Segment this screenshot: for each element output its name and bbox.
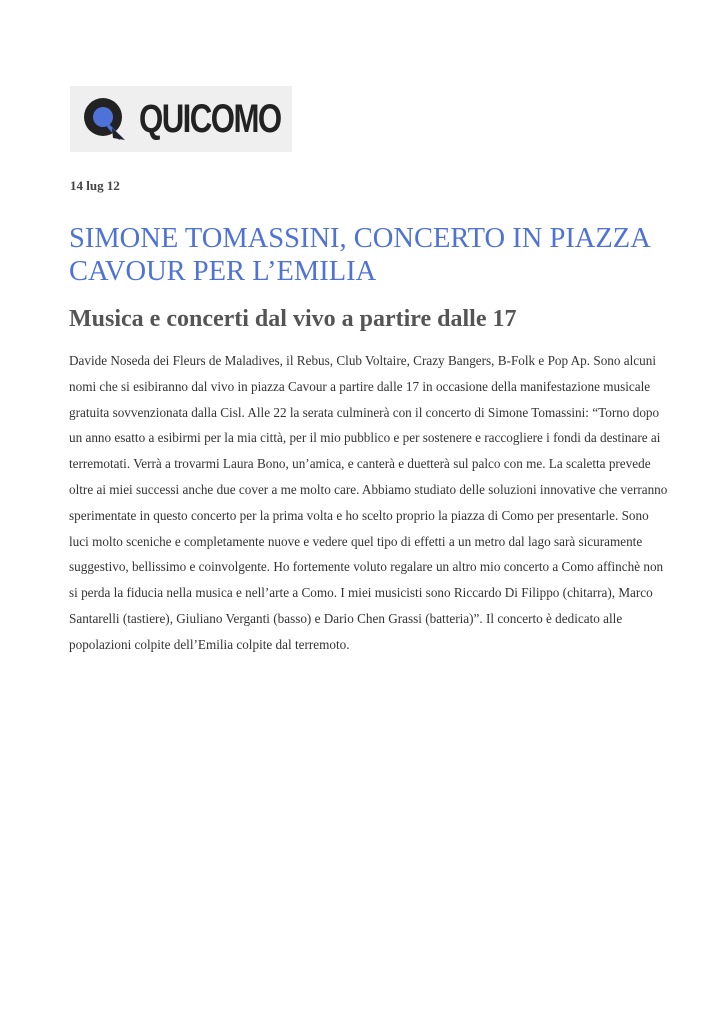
logo-wordmark: QUICOMO — [139, 97, 281, 141]
site-logo[interactable] — [70, 86, 292, 152]
article-date: 14 lug 12 — [70, 178, 120, 193]
chat-magnifier-icon — [79, 94, 129, 144]
article-subtitle: Musica e concerti dal vivo a partire dalle 17 — [69, 306, 517, 332]
article-body: Davide Noseda dei Fleurs de Maladives, il Rebus, Club Voltaire, Crazy Bangers, B-Folk e Pop Ap. Sono alcuni nomi che si esibiranno dal vivo in piazza Cavour a partire dalle 17 in occasione della manifestazione musicale gratuita sovvenzionata dalla Cisl. Alle 22 la serata culminerà con il concerto di Simone Tomassini: “Torno dopo un anno esatto a esibirmi per la mia città, per il mio pubblico e per sostenere e raccogliere i fondi da destinare ai terremotati. Verrà a trovarmi Laura Bono, un’amica, e canterà e duetterà sul palco con me. La scaletta prevede oltre ai miei successi anche due cover a me molto care. Abbiamo studiato delle soluzioni innovative che verranno sperimentate in questo concerto per la prima volta e ho scelto proprio la piazza di Como per presentarle. Sono luci molto sceniche e completamente nuove e vedere quel tipo di effetti a un metro dal lago sarà sicuramente suggestivo, bellissimo e coinvolgente. Ho fortemente voluto regalare un altro mio concerto a Como affinchè non si perda la fiducia nella musica e nell’arte a Como. I miei musicisti sono Riccardo Di Filippo (chitarra), Marco Santarelli (tastiere), Giuliano Verganti (basso) e Dario Chen Grassi (batteria)”. Il concerto è dedicato alle popolazioni colpite dell’Emilia colpite dal terremoto. — [69, 353, 668, 652]
article-title: SIMONE TOMASSINI, CONCERTO IN PIAZZA CAVOUR PER L’EMILIA — [69, 223, 650, 287]
